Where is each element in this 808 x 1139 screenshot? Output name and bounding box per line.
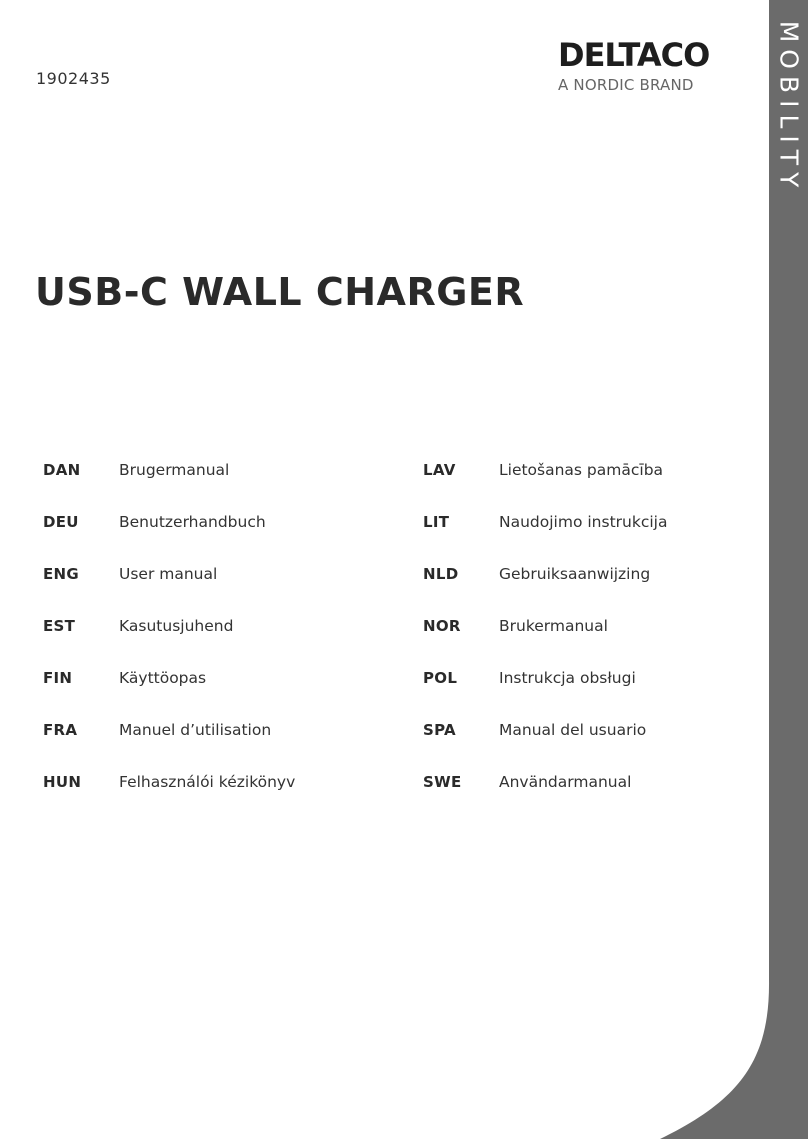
- language-code: FRA: [43, 721, 78, 739]
- language-label: Manual del usuario: [499, 721, 647, 739]
- language-label: Kasutusjuhend: [119, 617, 234, 635]
- language-item: [43, 613, 403, 665]
- language-code: NLD: [423, 565, 459, 583]
- language-label: Felhasználói kézikönyv: [119, 773, 296, 791]
- language-label: Manuel d’utilisation: [119, 721, 272, 739]
- language-code: SPA: [423, 721, 456, 739]
- language-item: [43, 457, 403, 509]
- language-item: [423, 457, 783, 509]
- language-code: EST: [43, 617, 76, 635]
- category-text: MOBILITY: [774, 20, 803, 195]
- language-item: [423, 509, 783, 561]
- language-code: HUN: [43, 773, 82, 791]
- language-list-right: [423, 457, 783, 821]
- language-item: [43, 665, 403, 717]
- brand-logo: [558, 36, 710, 95]
- language-label: Instrukcja obsługi: [499, 669, 636, 687]
- language-item: [43, 561, 403, 613]
- language-code: LAV: [423, 461, 456, 479]
- language-code: FIN: [43, 669, 73, 687]
- language-label: Käyttöopas: [119, 669, 207, 687]
- language-label: Lietošanas pamācība: [499, 461, 664, 479]
- language-label: Brukermanual: [499, 617, 608, 635]
- language-label: Naudojimo instrukcija: [499, 513, 668, 531]
- product-number: 1902435: [36, 69, 111, 88]
- brand-tagline: A NORDIC BRAND: [558, 76, 694, 94]
- language-item: [423, 613, 783, 665]
- document-title: USB-C WALL CHARGER: [35, 270, 525, 314]
- brand-name: DELTACO: [558, 36, 710, 74]
- language-label: Benutzerhandbuch: [119, 513, 266, 531]
- language-code: NOR: [423, 617, 461, 635]
- language-label: Gebruiksaanwijzing: [499, 565, 651, 583]
- language-code: ENG: [43, 565, 80, 583]
- language-item: [43, 769, 403, 821]
- language-code: POL: [423, 669, 458, 687]
- language-list-left: [43, 457, 403, 821]
- language-item: [423, 665, 783, 717]
- language-label: Användarmanual: [499, 773, 632, 791]
- language-code: SWE: [423, 773, 462, 791]
- language-item: [423, 769, 783, 821]
- language-code: DEU: [43, 513, 79, 531]
- category-label: [769, 0, 808, 215]
- language-item: [423, 717, 783, 769]
- language-label: Brugermanual: [119, 461, 230, 479]
- language-item: [43, 717, 403, 769]
- language-item: [423, 561, 783, 613]
- language-code: LIT: [423, 513, 450, 531]
- language-code: DAN: [43, 461, 81, 479]
- language-label: User manual: [119, 565, 218, 583]
- language-item: [43, 509, 403, 561]
